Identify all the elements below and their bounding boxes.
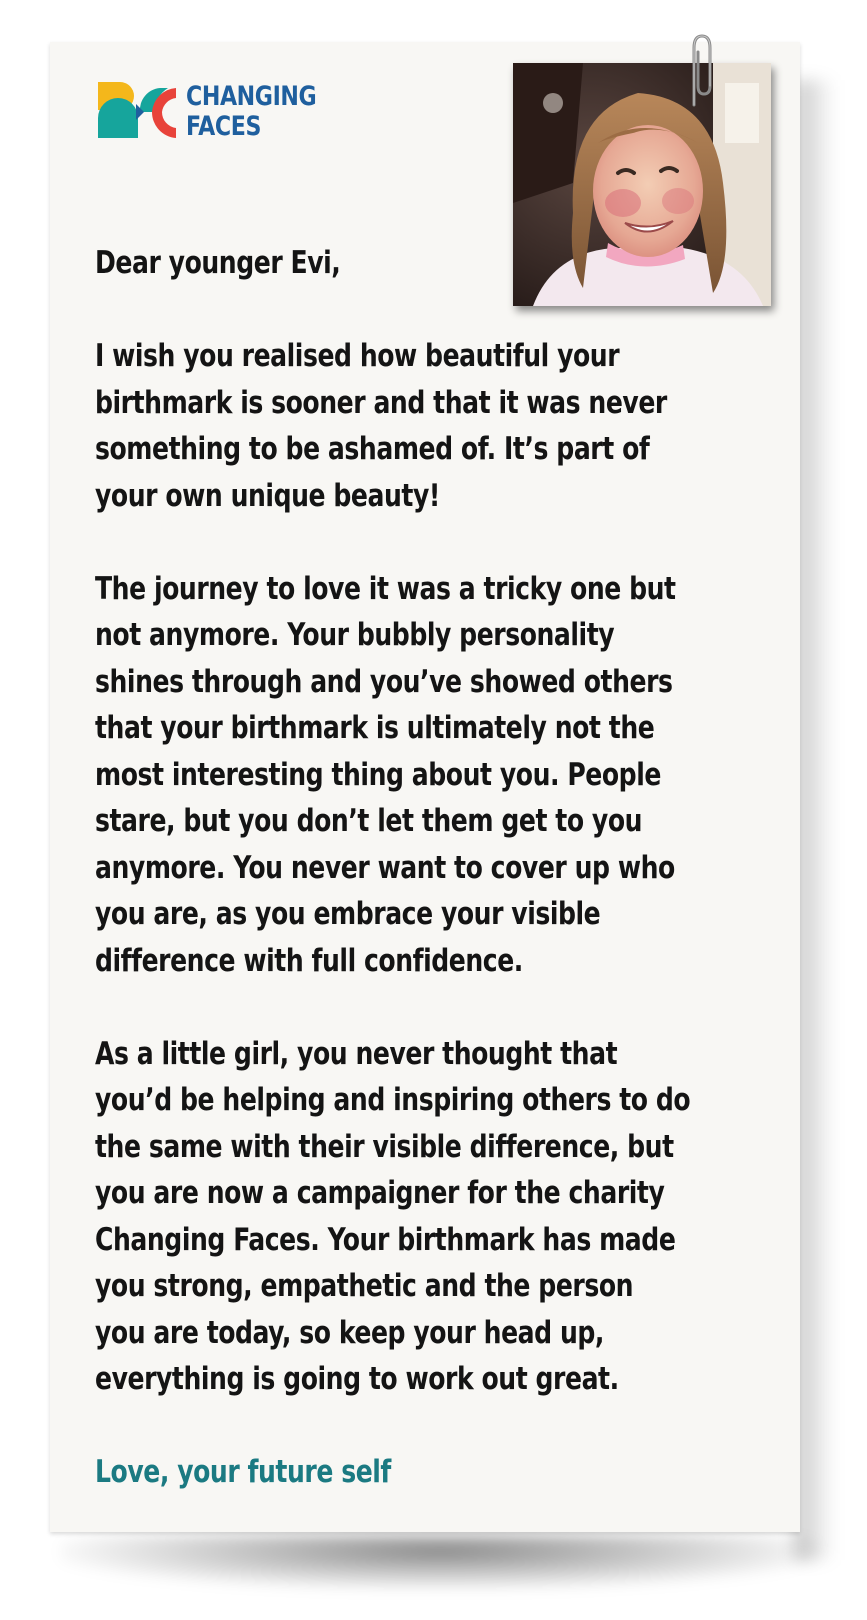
paragraph-2-line: shines through and you’ve showed others <box>95 663 673 700</box>
paragraph-2 <box>95 566 775 985</box>
paragraph-2-line: you are, as you embrace your visible <box>95 896 601 932</box>
paragraph-2-line: The journey to love it was a tricky one but <box>95 570 676 607</box>
paragraph-2-line: that your birthmark is ultimately not the <box>95 710 655 746</box>
paragraph-3-line: you’d be helping and inspiring others to do <box>95 1082 691 1118</box>
paragraph-2-line: most interesting thing about you. People <box>95 756 661 793</box>
paragraph-3-line: everything is going to work out great. <box>95 1361 619 1397</box>
changing-faces-logo-mark-icon <box>96 82 178 142</box>
paragraph-1 <box>95 333 775 519</box>
paragraph-3-line: you strong, empathetic and the person <box>95 1268 634 1304</box>
paragraph-3-line: you are now a campaigner for the charity <box>95 1175 665 1211</box>
paragraph-1-line: birthmark is sooner and that it was never <box>95 384 667 421</box>
paragraph-2-line: difference with full confidence. <box>95 942 523 979</box>
letter-body <box>95 240 775 1496</box>
paragraph-3-line: As a little girl, you never thought that <box>95 1035 618 1072</box>
paragraph-2-line: stare, but you don’t let them get to you <box>95 803 643 839</box>
paragraph-2-line: not anymore. Your bubbly personality <box>95 617 615 653</box>
changing-faces-logo-text <box>186 82 316 142</box>
paragraph-3-line: the same with their visible difference, but <box>95 1128 674 1165</box>
paragraph-1-line: something to be ashamed of. It’s part of <box>95 431 650 467</box>
paragraph-1-line: I wish you realised how beautiful your <box>95 338 620 374</box>
changing-faces-logo <box>96 82 326 142</box>
paragraph-3 <box>95 1031 775 1403</box>
paragraph-3-line: Changing Faces. Your birthmark has made <box>95 1221 676 1258</box>
paper-shadow-bottom <box>60 1535 820 1590</box>
greeting: Dear younger Evi, <box>95 245 341 281</box>
paper-shadow-right <box>795 80 835 1560</box>
signoff <box>95 1449 775 1496</box>
paragraph-3-line: you are today, so keep your head up, <box>95 1314 604 1351</box>
paper-clip-icon <box>680 30 714 110</box>
signoff-text: Love, your future self <box>95 1454 391 1490</box>
paragraph-1-line: your own unique beauty! <box>95 477 440 514</box>
logo-line-2: FACES <box>186 111 261 142</box>
paragraph-2-line: anymore. You never want to cover up who <box>95 849 675 886</box>
logo-line-1: CHANGING <box>186 81 317 112</box>
